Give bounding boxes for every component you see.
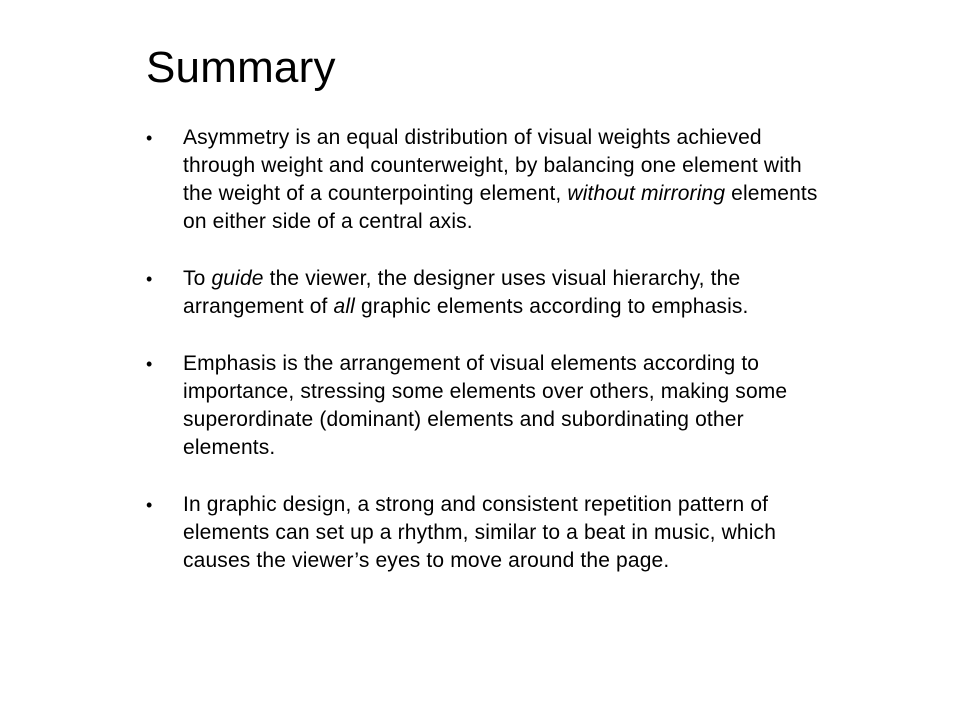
bullet-item [146,491,836,575]
bullet-text-segment: graphic elements according to emphasis. [354,295,749,318]
bullet-list [146,124,836,575]
bullet-icon: • [146,269,153,289]
bullet-text-emphasis: without mirroring [567,182,726,205]
bullet-text-emphasis: guide [211,267,264,290]
bullet-text-segment: In graphic design, a strong and consistent repetition pattern of elements can set up a rhythm, similar to a beat in music, which causes the viewer’s eyes to move around the page. [183,493,777,572]
bullet-item [146,350,836,462]
bullet-icon: • [146,128,153,148]
bullet-text-segment: Asymmetry is an equal distribution of visual weights achieved through weight and counterweight, by balancing one element with the weight of a counterpointing element, [183,126,802,205]
bullet-text [183,126,818,233]
bullet-text-emphasis: all [333,295,355,318]
bullet-text [183,267,749,318]
bullet-text-segment: elements on either side of a central axis. [183,182,818,233]
slide-title: Summary [146,43,336,92]
bullet-text [183,493,776,572]
bullet-icon: • [146,354,153,374]
bullet-text [183,352,787,459]
bullet-icon: • [146,495,153,515]
bullet-text-segment: Emphasis is the arrangement of visual elements according to importance, stressing some elements over others, making some superordinate (dominant) elements and subordinating other elements. [183,352,788,459]
bullet-text-segment: To [183,267,212,290]
bullet-text-segment: the viewer, the designer uses visual hierarchy, the arrangement of [183,267,741,318]
bullet-item [146,265,836,321]
bullet-item [146,124,836,236]
